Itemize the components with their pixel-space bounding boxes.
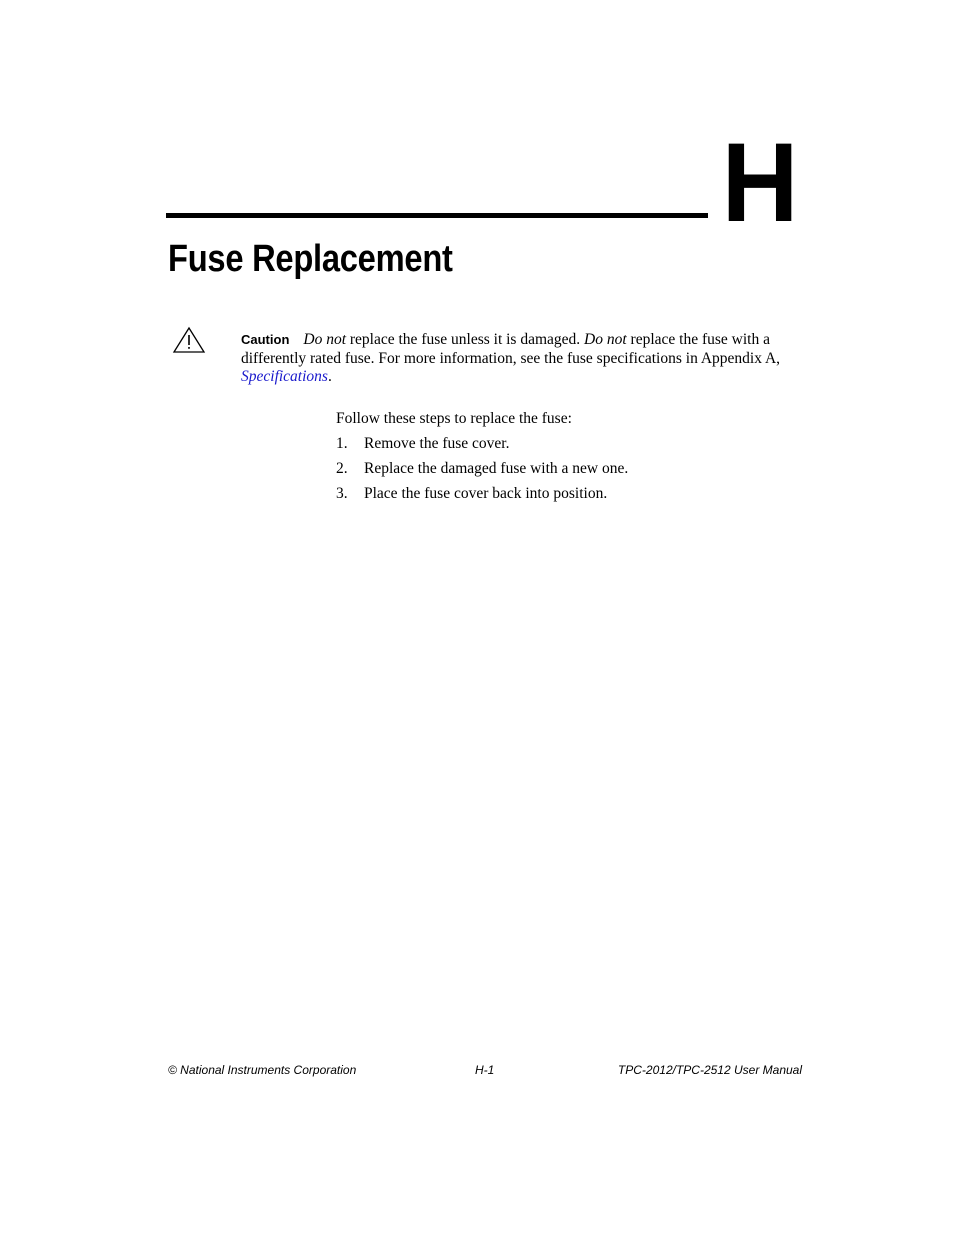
caution-note xyxy=(241,331,801,387)
list-item xyxy=(336,434,628,454)
page-title: Fuse Replacement xyxy=(168,238,453,280)
steps-intro: Follow these steps to replace the fuse: xyxy=(336,410,572,427)
chapter-rule xyxy=(166,213,708,218)
chapter-letter: H xyxy=(721,120,799,245)
footer-page-number: H-1 xyxy=(475,1063,495,1077)
steps-list xyxy=(336,434,628,509)
specifications-link[interactable]: Specifications xyxy=(241,368,328,385)
step-text: Remove the fuse cover. xyxy=(364,435,510,452)
caution-text-1: replace the fuse unless it is damaged. xyxy=(346,331,585,348)
page-footer xyxy=(168,1061,802,1079)
footer-manual-title: TPC-2012/TPC-2512 User Manual xyxy=(617,1063,802,1077)
caution-emphasis-1: Do not xyxy=(303,331,347,348)
step-number: 1. xyxy=(336,435,348,452)
list-item xyxy=(336,459,628,479)
caution-label: Caution xyxy=(241,332,290,347)
caution-text-2: replace the fuse with a differently rated fuse. For more information, see the fuse specifications in Appendix A, xyxy=(241,331,781,367)
caution-text-end: . xyxy=(327,368,332,385)
footer-copyright: © National Instruments Corporation xyxy=(168,1063,357,1077)
step-number: 2. xyxy=(336,460,348,477)
caution-emphasis-2: Do not xyxy=(584,331,627,348)
warning-triangle-icon xyxy=(172,326,206,354)
step-text: Replace the damaged fuse with a new one. xyxy=(364,460,629,477)
list-item xyxy=(336,484,628,504)
step-number: 3. xyxy=(336,485,348,502)
step-text: Place the fuse cover back into position. xyxy=(364,485,608,502)
